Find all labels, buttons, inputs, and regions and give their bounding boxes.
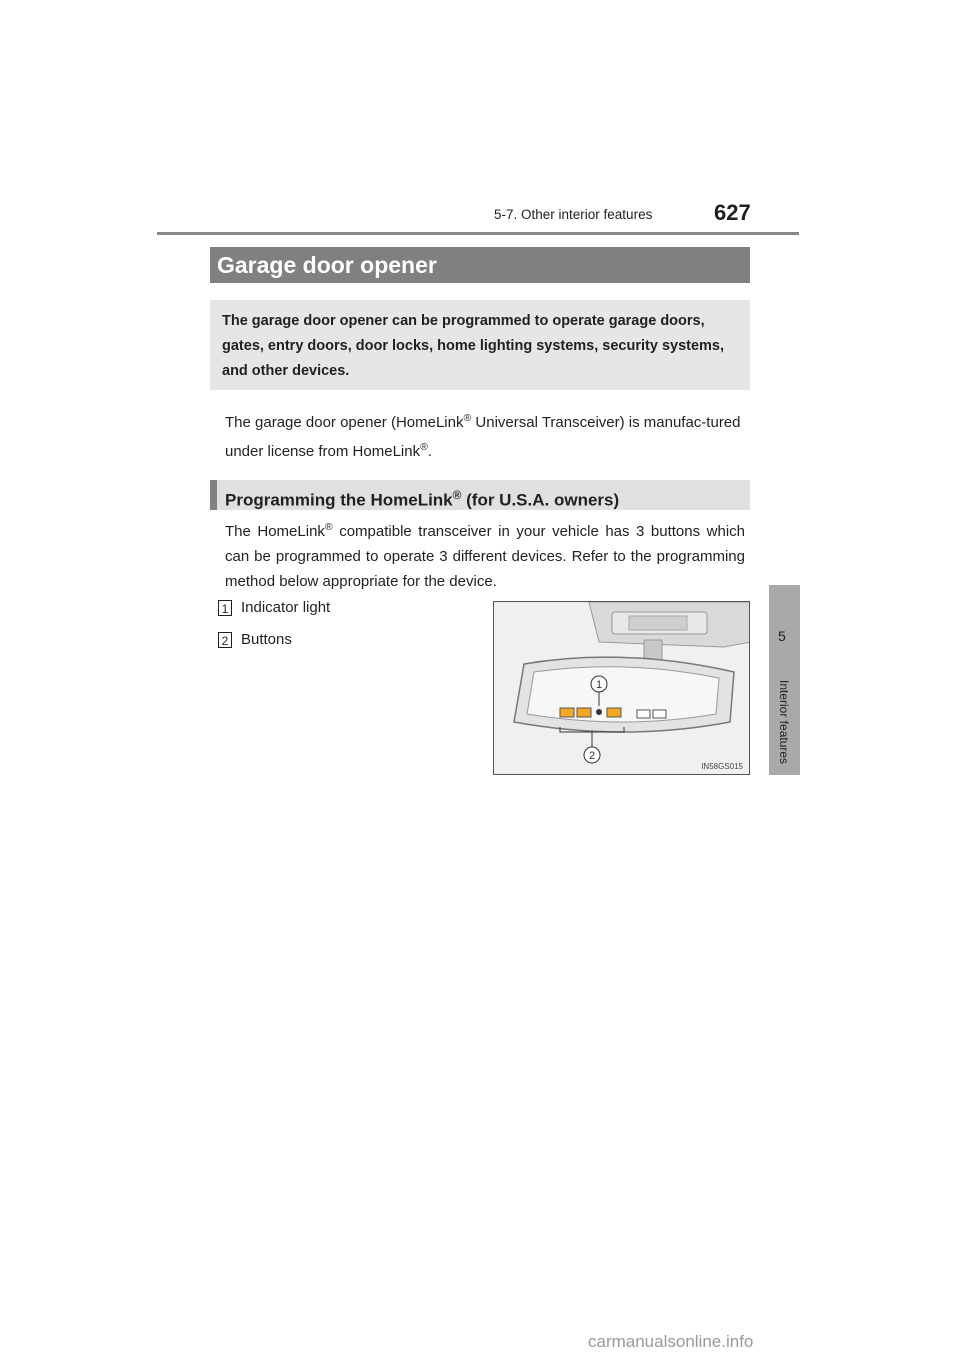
license-paragraph: The garage door opener (HomeLink® Universal Transceiver) is manufac-tured under license from HomeLink®. (225, 412, 741, 460)
legend-item-buttons (218, 631, 292, 648)
homelink-button-3 (607, 708, 621, 717)
page-title: Garage door opener (210, 247, 750, 283)
page-number: 627 (714, 200, 751, 225)
header-rule (157, 232, 799, 235)
homelink-button-2 (577, 708, 591, 717)
legend-item-indicator (218, 599, 330, 616)
subheading-programming: Programming the HomeLink® (for U.S.A. owners) (210, 480, 750, 510)
intro-summary: The garage door opener can be programmed to operate garage doors, gates, entry doors, door locks, home lighting systems, security systems, and other devices. (210, 300, 750, 390)
watermark: carmanualsonline.info (588, 1332, 754, 1351)
callout-badge-2: 2 (218, 632, 232, 648)
legend-label: Buttons (241, 631, 292, 648)
section-title: 5-7. Other interior features (494, 207, 653, 222)
figure-code: IN58GS015 (701, 762, 743, 771)
rearview-mirror-drawing (494, 602, 750, 775)
transceiver-paragraph: The HomeLink® compatible transceiver in your vehicle has 3 buttons which can be programmed to operate 3 different devices. Refer to the programming method below appropriate for the device. (225, 521, 745, 590)
chapter-label: Interior features (777, 680, 791, 765)
registered-mark: ® (463, 412, 472, 424)
svg-text:2: 2 (588, 750, 596, 762)
svg-text:1: 1 (595, 679, 603, 691)
homelink-button-1 (560, 708, 574, 717)
registered-mark: ® (324, 521, 333, 533)
mirror-illustration (493, 601, 750, 775)
callout-badge-1: 1 (218, 600, 232, 616)
indicator-light (596, 709, 602, 715)
chapter-number: 5 (778, 628, 786, 644)
legend-label: Indicator light (241, 599, 331, 616)
registered-mark: ® (452, 488, 462, 502)
registered-mark: ® (420, 441, 428, 453)
